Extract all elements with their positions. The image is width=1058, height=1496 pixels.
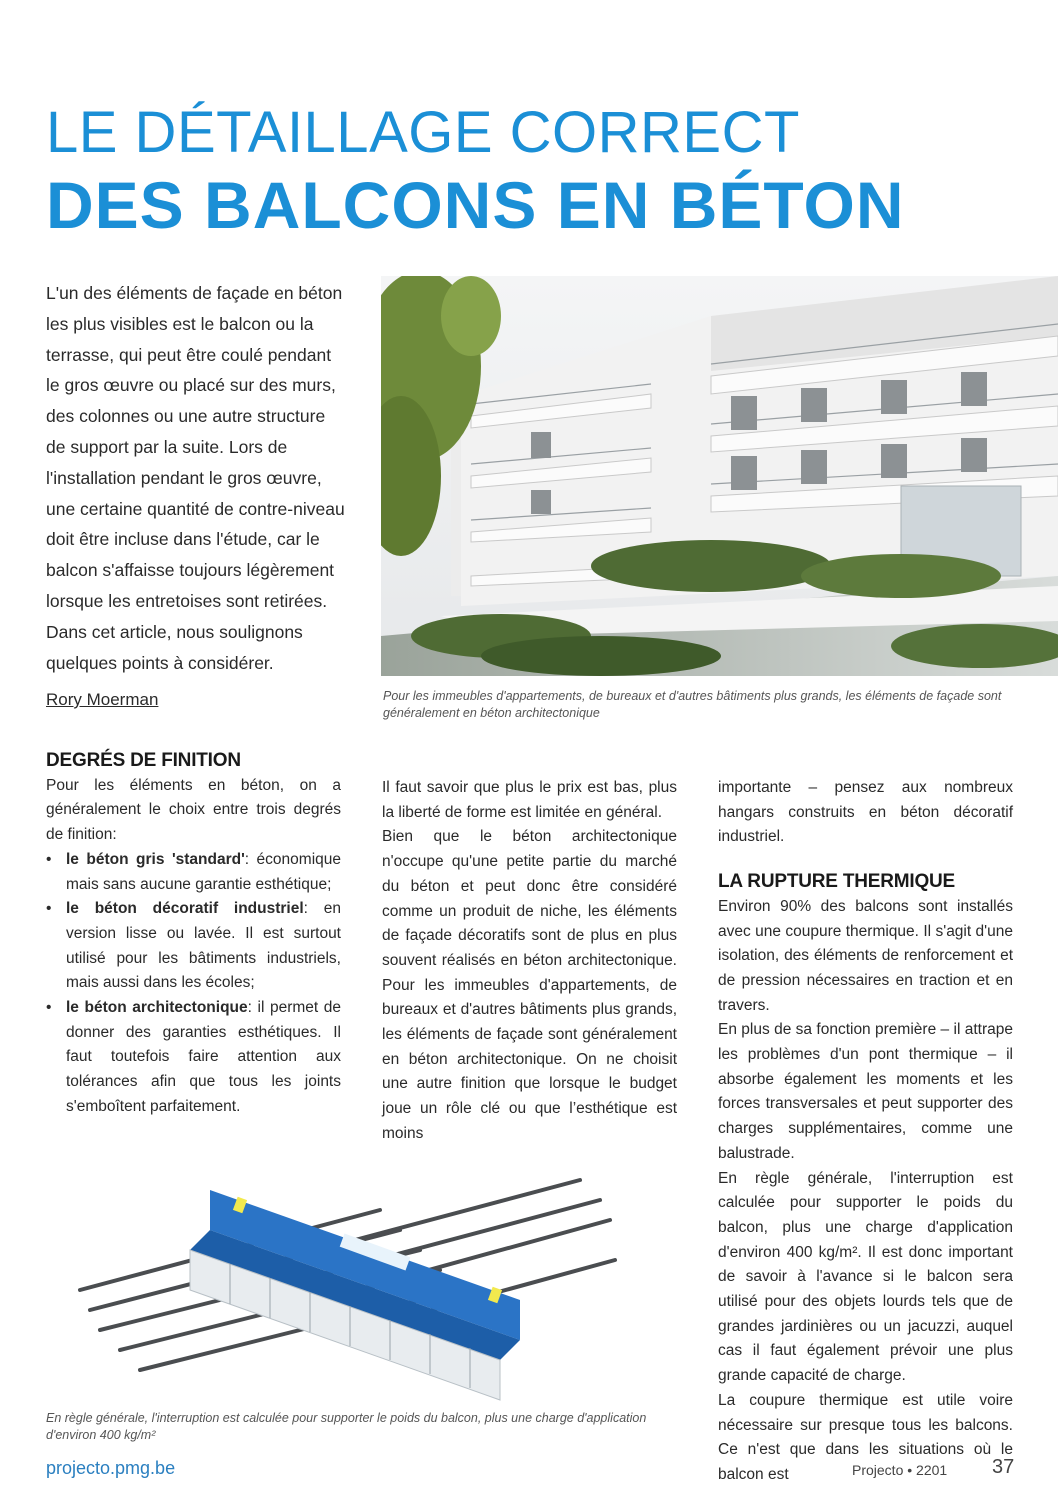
column-1 [46, 749, 341, 1120]
photo-caption: Pour les immeubles d'appartements, de bureaux et d'autres bâtiments plus grands, les éléments de façade sont généralement en béton architectonique [383, 689, 1002, 720]
column-3 [718, 776, 1013, 1488]
bullet-text: : en version lisse ou lavée. Il est surtout utilisé pour les bâtiments industriels, mais aussi dans les écoles; [66, 900, 341, 992]
website-link[interactable]: projecto.pmg.be [46, 1458, 176, 1478]
bullet-text: : économique mais sans aucune garantie esthétique; [66, 850, 342, 893]
paragraph: Bien que le béton architectonique n'occupe qu'une petite partie du marché du béton et peut donc être considéré comme un produit de niche, les éléments de façade décoratifs sont de plus en plus souvent réalisés en béton architectonique. Pour les immeubles d'appartements, de bureaux et d'autres bâtiments plus grands, les éléments de façade sont généralement en béton architectonique. On ne choisit une autre finition que lorsque le budget joue un rôle clé ou que l’esthétique est moins [382, 828, 677, 1142]
section-heading-finition: DEGRÉS DE FINITION [46, 750, 241, 771]
title-line-1: LE DÉTAILLAGE CORRECT [46, 100, 800, 165]
bullet-term: le béton gris 'standard' [66, 850, 245, 868]
column-2 [382, 776, 677, 1147]
author-link[interactable]: Rory Moerman [46, 690, 159, 709]
page-number: 37 [992, 1456, 1015, 1478]
paragraph: La coupure thermique est utile voire nécessaire sur presque tous les balcons. Ce n'est que dans les situations où le balcon est [718, 1391, 1013, 1483]
building-photo [381, 276, 1058, 676]
intro-paragraph: L'un des éléments de façade en béton les plus visibles est le balcon ou la terrasse, qui peut être coulé pendant le gros œuvre ou placé sur des murs, des colonnes ou une autre structure de support par la suite. Lors de l'installation pendant le gros œuvre, une certaine quantité de contre-niveau doit être incluse dans l'étude, car le balcon s'affaisse toujours légèrement lorsque les entretoises sont retirées. Dans cet article, nous soulignons quelques points à considérer. [46, 283, 345, 673]
issue-label: Projecto • 2201 [852, 1462, 948, 1478]
paragraph: Environ 90% des balcons sont installés avec une coupure thermique. Il s'agit d'une isolation, des éléments de renforcement et de pression nécessaires en traction et en travers. [718, 897, 1013, 1014]
bullet-item [46, 996, 341, 1120]
bullet-term: le béton décoratif industriel [66, 900, 304, 918]
illustration-caption: En règle générale, l'interruption est calculée pour supporter le poids du balcon, plus une charge d'application d'environ 400 kg/m² [46, 1411, 647, 1442]
bullet-item [46, 897, 341, 996]
title-line-2: DES BALCONS EN BÉTON [46, 168, 905, 242]
bullet-term: le béton architectonique [66, 999, 248, 1017]
bullet-item [46, 848, 341, 897]
paragraph: Il faut savoir que plus le prix est bas, plus la liberté de forme est limitée en général. [382, 779, 677, 821]
paragraph: En règle générale, l'interruption est calculée pour supporter le poids du balcon, plus une charge d'application d'environ 400 kg/m². Il est donc important de savoir à l'avance si le balcon sera utilisé pour des objets lourds tels que de grandes jardinières ou un jacuzzi, auquel cas il faut également prévoir une plus grande capacité de charge. [718, 1169, 1013, 1385]
paragraph: En plus de sa fonction première – il attrape les problèmes d'un pont thermique – il absorbe également les moments et les forces transversales et peut supporter des charges supplémentaires, comme une balustrade. [718, 1021, 1013, 1162]
paragraph: importante – pensez aux nombreux hangars construits en béton décoratif industriel. [718, 779, 1013, 846]
bullet-text: : il permet de donner des garanties esthétiques. Il faut toutefois faire attention aux tolérances afin que tous les joints s'emboîtent parfaitement. [66, 999, 341, 1115]
section-heading-rupture: LA RUPTURE THERMIQUE [718, 871, 956, 893]
finition-intro: Pour les éléments en béton, on a généralement le choix entre trois degrés de finition: [46, 776, 341, 844]
thermal-break-illustration [60, 1150, 620, 1410]
